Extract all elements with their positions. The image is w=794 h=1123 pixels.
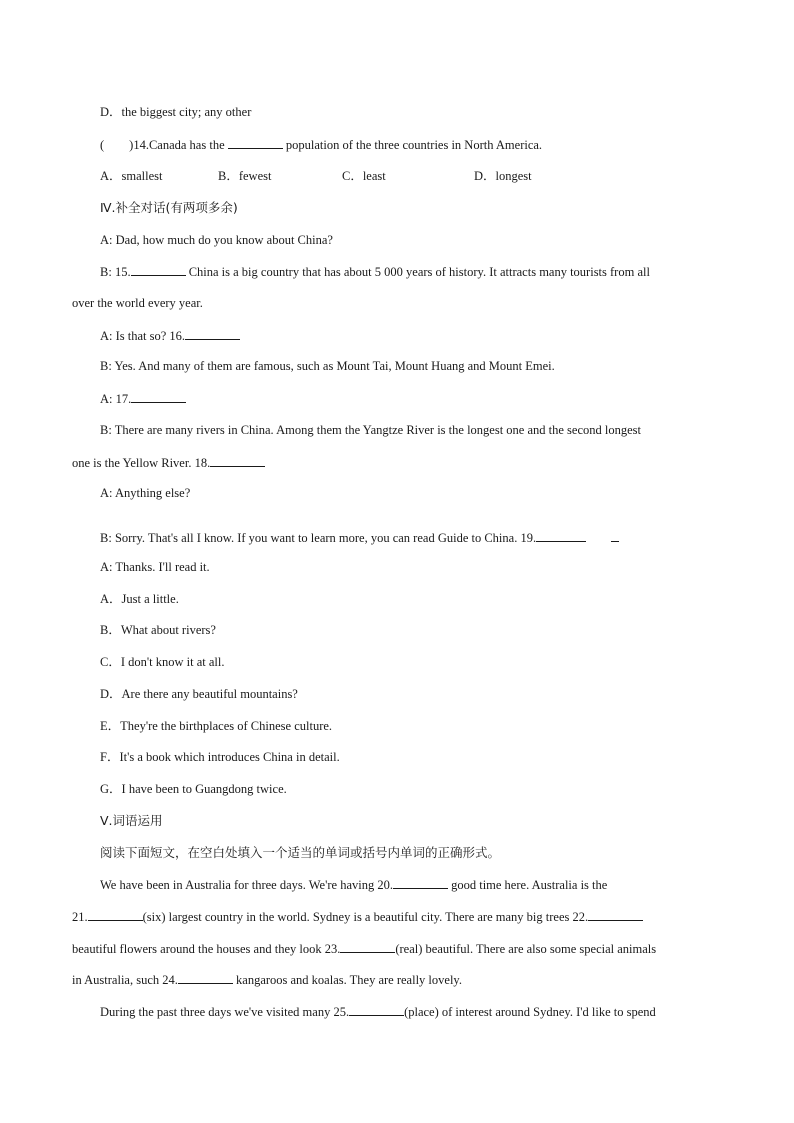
passage-text: beautiful flowers around the houses and they look 23. [72, 942, 341, 956]
dialogue-line [100, 232, 333, 248]
section5-instruction: 阅读下面短文，在空白处填入一个适当的单词或括号内单词的正确形式。 [100, 845, 501, 860]
option-item: C．I don't know it at all. [100, 655, 225, 669]
dialogue-line [100, 485, 190, 501]
blank-16[interactable] [185, 327, 240, 340]
q14-option-d[interactable]: D．longest [474, 169, 532, 183]
option-item: B．What about rivers? [100, 623, 216, 637]
blank-19[interactable] [536, 529, 586, 542]
blank-23[interactable] [340, 940, 395, 953]
dialogue-text: Is that so? 16. [115, 329, 186, 343]
dialogue-line [100, 422, 641, 438]
dialogue-line [100, 390, 186, 407]
blank-number: 15. [114, 265, 131, 279]
blank-17[interactable] [131, 390, 186, 403]
q14-answer-paren[interactable]: ( ) [100, 138, 134, 152]
dialogue-text: one is the Yellow River. 18. [72, 456, 211, 470]
dialogue-text: Thanks. I'll read it. [115, 560, 210, 574]
dialogue-line [100, 263, 650, 280]
dialogue-line [72, 454, 265, 471]
passage-text: (six) largest country in the world. Sydney is a beautiful city. There are many big trees 22. [142, 910, 589, 924]
speaker-label: A: [100, 233, 113, 247]
q14-stem-before: 14.Canada has the [133, 138, 225, 152]
option-item: F．It's a book which introduces China in detail. [100, 750, 340, 764]
dialogue-text: Sorry. That's all I know. If you want to learn more, you can read Guide to China. 19. [114, 531, 537, 545]
option-item: D．Are there any beautiful mountains? [100, 687, 298, 701]
passage-text: We have been in Australia for three days. We're having 20. [100, 878, 393, 892]
blank-25[interactable] [349, 1003, 404, 1016]
speaker-label: A: [100, 329, 113, 343]
speaker-label: B: [100, 423, 112, 437]
passage-text: good time here. Australia is the [451, 878, 608, 892]
passage-line [72, 940, 656, 957]
q13-option-d: D．the biggest city; any other [100, 105, 252, 119]
passage-text: (real) beautiful. There are also some special animals [395, 942, 657, 956]
blank-21[interactable] [88, 908, 143, 921]
dialogue-line [100, 559, 210, 575]
option-item: A．Just a little. [100, 592, 179, 606]
q14-stem [100, 136, 542, 153]
option-item: G．I have been to Guangdong twice. [100, 782, 287, 796]
blank-22[interactable] [588, 908, 643, 921]
passage-text: kangaroos and koalas. They are really lovely. [236, 973, 462, 987]
passage-line [100, 876, 607, 893]
section5-heading: Ⅴ.词语运用 [100, 813, 163, 828]
dialogue-line [100, 529, 619, 546]
speaker-label: A: [100, 560, 113, 574]
passage-line [100, 1003, 656, 1020]
option-item: E．They're the birthplaces of Chinese culture. [100, 719, 333, 733]
dialogue-text: 17. [115, 392, 132, 406]
section4-heading: Ⅳ.补全对话(有两项多余) [100, 200, 238, 215]
speaker-label: A: [100, 392, 113, 406]
blank-15[interactable] [131, 263, 186, 276]
dialogue-text: There are many rivers in China. Among them the Yangtze River is the longest one and the second longest [114, 423, 641, 437]
blank-18[interactable] [210, 454, 265, 467]
dialogue-line: over the world every year. [72, 296, 203, 310]
dialogue-text: China is a big country that has about 5 000 years of history. It attracts many tourists from all [188, 265, 650, 279]
blank-24[interactable] [178, 971, 233, 984]
passage-text: (place) of interest around Sydney. I'd like to spend [404, 1005, 656, 1019]
passage-text: in Australia, such 24. [72, 973, 178, 987]
dialogue-text: Yes. And many of them are famous, such as Mount Tai, Mount Huang and Mount Emei. [114, 359, 555, 373]
blank-20[interactable] [393, 876, 448, 889]
speaker-label: B: [100, 265, 112, 279]
dialogue-text: Anything else? [114, 486, 191, 500]
q14-option-b[interactable]: B．fewest [218, 169, 272, 183]
dialogue-line [100, 358, 555, 374]
speaker-label: A: [100, 486, 113, 500]
q14-stem-after: population of the three countries in North America. [285, 138, 543, 152]
q14-option-c[interactable]: C．least [342, 169, 386, 183]
blank-19-tail [611, 529, 619, 542]
q14-option-a[interactable]: A．smallest [100, 169, 163, 183]
passage-text: During the past three days we've visited many 25. [100, 1005, 350, 1019]
passage-line [72, 971, 462, 988]
speaker-label: B: [100, 531, 112, 545]
dialogue-line [100, 327, 240, 344]
passage-line [72, 908, 643, 925]
q14-blank[interactable] [228, 136, 283, 149]
speaker-label: B: [100, 359, 112, 373]
dialogue-text: Dad, how much do you know about China? [115, 233, 333, 247]
passage-text: 21. [72, 910, 88, 924]
